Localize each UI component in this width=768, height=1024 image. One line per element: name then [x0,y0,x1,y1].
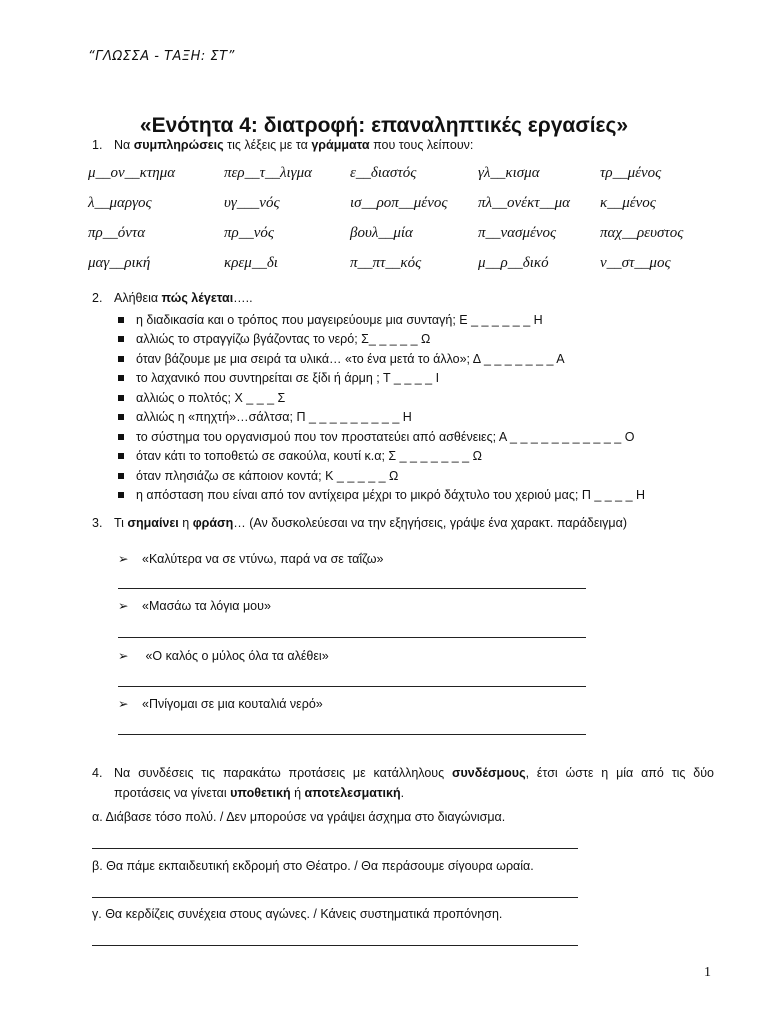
answer-line[interactable] [92,848,578,850]
list-item: όταν πλησιάζω σε κάποιον κοντά; Κ _ _ _ _ _ Ω [118,466,738,486]
question-4-prompt: 4. Να συνδέσεις τις παρακάτω προτάσεις με κατάλληλους συνδέσμους, έτσι ώστε η μία από τις δύο προτάσεις να γίνεται υποθετική ή αποτελεσματική. [92,763,714,803]
word-blank: πρ__νός [224,224,274,241]
list-item: αλλιώς ο πολτός; Χ _ _ _ Σ [118,388,738,408]
arrow-bullet-icon: ➢ [118,599,129,613]
square-bullet-icon [118,492,124,498]
grid-row [88,248,728,278]
word-blank: μ__ρ__δικό [478,254,549,271]
square-bullet-icon [118,473,124,479]
list-item: το λαχανικό που συντηρείται σε ξίδι ή άρμη ; Τ _ _ _ _ Ι [118,369,738,389]
word-blank: υγ___νός [224,194,280,211]
page-number: 1 [704,965,711,980]
word-blank: π__νασμένος [478,224,557,241]
question-2-prompt: 2. Αλήθεια πώς λέγεται….. [92,291,253,305]
grid-row [88,188,728,218]
word-blank: μ__ον__κτημα [88,164,176,181]
worksheet-title: «Ενότητα 4: διατροφή: επαναληπτικές εργασίες» [139,114,629,137]
word-blank: κρεμ__δι [224,254,278,271]
list-item: το σύστημα του οργανισμού που τον προστατεύει από ασθένειες; Α _ _ _ _ _ _ _ _ _ _ _ Ο [118,427,738,447]
word-blank: τρ__μένος [600,164,662,181]
square-bullet-icon [118,336,124,342]
list-item: όταν βάζουμε με μια σειρά τα υλικά… «το ένα μετά το άλλο»; Δ _ _ _ _ _ _ _ Α [118,349,738,369]
sentence-pair: γ. Θα κερδίζεις συνέχεια στους αγώνες. / Κάνεις συστηματικά προπόνηση. [92,907,503,921]
word-blank: ισ__ροπ__μένος [350,194,448,211]
answer-line[interactable] [118,734,586,735]
list-item: όταν κάτι το τοποθετώ σε σακούλα, κουτί κ.α; Σ _ _ _ _ _ _ _ Ω [118,447,738,467]
question-3-prompt: 3. Τι σημαίνει η φράση… (Αν δυσκολεύεσαι να την εξηγήσεις, γράψε ένα χαρακτ. παράδειγμα) [92,516,628,530]
answer-line[interactable] [92,897,578,899]
sentence-pair: β. Θα πάμε εκπαιδευτική εκδρομή στο Θέατρο. / Θα περάσουμε σίγουρα ωραία. [92,859,534,873]
square-bullet-icon [118,356,124,362]
square-bullet-icon [118,375,124,381]
phrase-item: ➢ «Πνίγομαι σε μια κουταλιά νερό» [118,697,323,711]
square-bullet-icon [118,453,124,459]
phrase-item: ➢ «Ο καλός ο μύλος όλα τα αλέθει» [118,649,329,663]
word-blank: κ__μένος [600,194,656,211]
word-blank: λ__μαργος [88,194,152,211]
word-blank: πλ__ονέκτ__μα [478,194,571,211]
list-item: η απόσταση που είναι από τον αντίχειρα μέχρι το μικρό δάχτυλο του χεριού μας; Π _ _ _ _ Η [118,486,738,506]
sentence-pair: α. Διάβασε τόσο πολύ. / Δεν μπορούσε να γράψει άσχημα στο διαγώνισμα. [92,810,506,824]
answer-line[interactable] [92,945,578,947]
square-bullet-icon [118,395,124,401]
word-blank: π__πτ__κός [350,254,422,271]
question-1-prompt: 1. Να συμπληρώσεις τις λέξεις με τα γράμματα που τους λείπουν: [92,138,474,152]
worksheet-header: “ΓΛΩΣΣΑ - ΤΑΞΗ: ΣΤ” [88,49,235,64]
question-number: 1. [92,138,103,152]
answer-line[interactable] [118,588,586,589]
phrase-item: ➢ «Καλύτερα να σε ντύνω, παρά να σε ταΐζω» [118,552,384,566]
definitions-list [118,310,738,505]
list-item: αλλιώς η «πηχτή»…σάλτσα; Π _ _ _ _ _ _ _ _ _ Η [118,408,738,428]
arrow-bullet-icon: ➢ [118,697,129,711]
arrow-bullet-icon: ➢ [118,649,129,663]
question-number: 3. [92,516,103,530]
answer-line[interactable] [118,637,586,638]
phrase-item: ➢ «Μασάω τα λόγια μου» [118,599,271,613]
missing-letters-grid [88,158,728,278]
square-bullet-icon [118,414,124,420]
word-blank: μαγ__ρική [88,254,151,271]
answer-line[interactable] [118,686,586,687]
word-blank: βουλ__μία [350,224,413,241]
word-blank: παχ__ρευστος [600,224,684,241]
list-item: η διαδικασία και ο τρόπος που μαγειρεύουμε μια συνταγή; Ε _ _ _ _ _ _ Η [118,310,738,330]
word-blank: γλ__κισμα [478,164,540,181]
grid-row [88,158,728,188]
square-bullet-icon [118,434,124,440]
word-blank: ν__στ__μος [600,254,671,271]
word-blank: περ__τ__λιγμα [224,164,312,181]
question-number: 4. [92,766,103,780]
word-blank: πρ__όντα [88,224,146,241]
square-bullet-icon [118,317,124,323]
arrow-bullet-icon: ➢ [118,552,129,566]
word-blank: ε__διαστός [350,164,417,181]
question-number: 2. [92,291,103,305]
grid-row [88,218,728,248]
list-item: αλλιώς το στραγγίζω βγάζοντας το νερό; Σ_ _ _ _ _ Ω [118,330,738,350]
